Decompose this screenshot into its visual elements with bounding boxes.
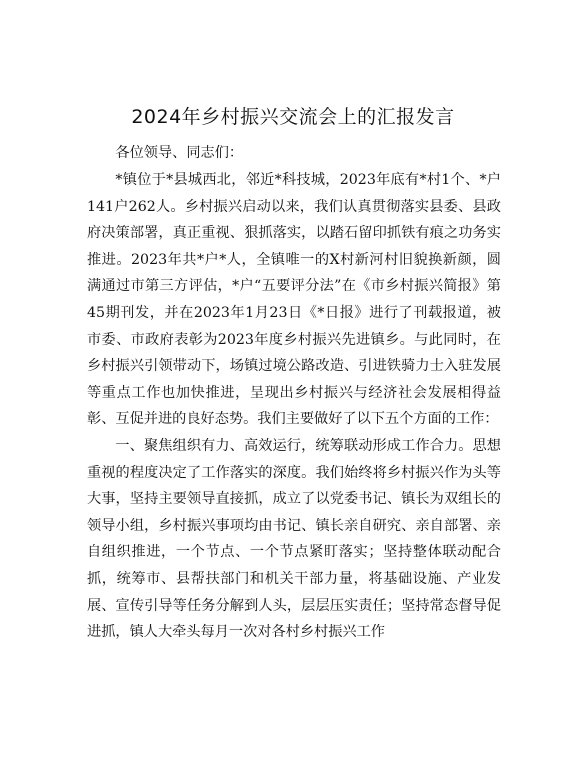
body-paragraph-1: *镇位于*县城西北，邻近*科技城，2023年底有*村1个、*户141户262人。乡村振兴启动以来，我们认真贯彻落实县委、县政府决策部署，真正重视、狠抓落实，以踏石留印抓铁有痕之功务实推进。2023年共*户*人，全镇唯一的X村新河村旧貌换新颜，圆满通过市第三方评估，*户“五要评分法”在《市乡村振兴简报》第45期刊发，并在2023年1月23日《*日报》进行了刊载报道，被市委、市政府表彰为2023年度乡村振兴先进镇乡。与此同时，在乡村振兴引领带动下，场镇过境公路改造、引进铁骑力士入驻发展等重点工作也加快推进，呈现出乡村振兴与经济社会发展相得益彰、互促并进的良好态势。我们主要做好了以下五个方面的工作： bbox=[87, 172, 501, 428]
document-title: 2024年乡村振兴交流会上的汇报发言 bbox=[131, 106, 455, 128]
document-body bbox=[87, 140, 501, 646]
body-paragraph-2: 一、聚焦组织有力、高效运行，统筹联动形成工作合力。思想重视的程度决定了工作落实的深度。我们始终将乡村振兴作为头等大事，坚持主要领导直接抓，成立了以党委书记、镇长为双组长的领导小组，乡村振兴事项均由书记、镇长亲自研究、亲自部署、亲自组织推进，一个节点、一个节点紧盯落实；坚持整体联动配合抓，统筹市、县帮扶部门和机关干部力量，将基础设施、产业发展、宣传引导等任务分解到人头，层层压实责任；坚持常态督导促进抓，镇人大牵头每月一次对各村乡村振兴工作 bbox=[87, 438, 501, 641]
greeting-line: 各位领导、同志们： bbox=[115, 145, 244, 161]
